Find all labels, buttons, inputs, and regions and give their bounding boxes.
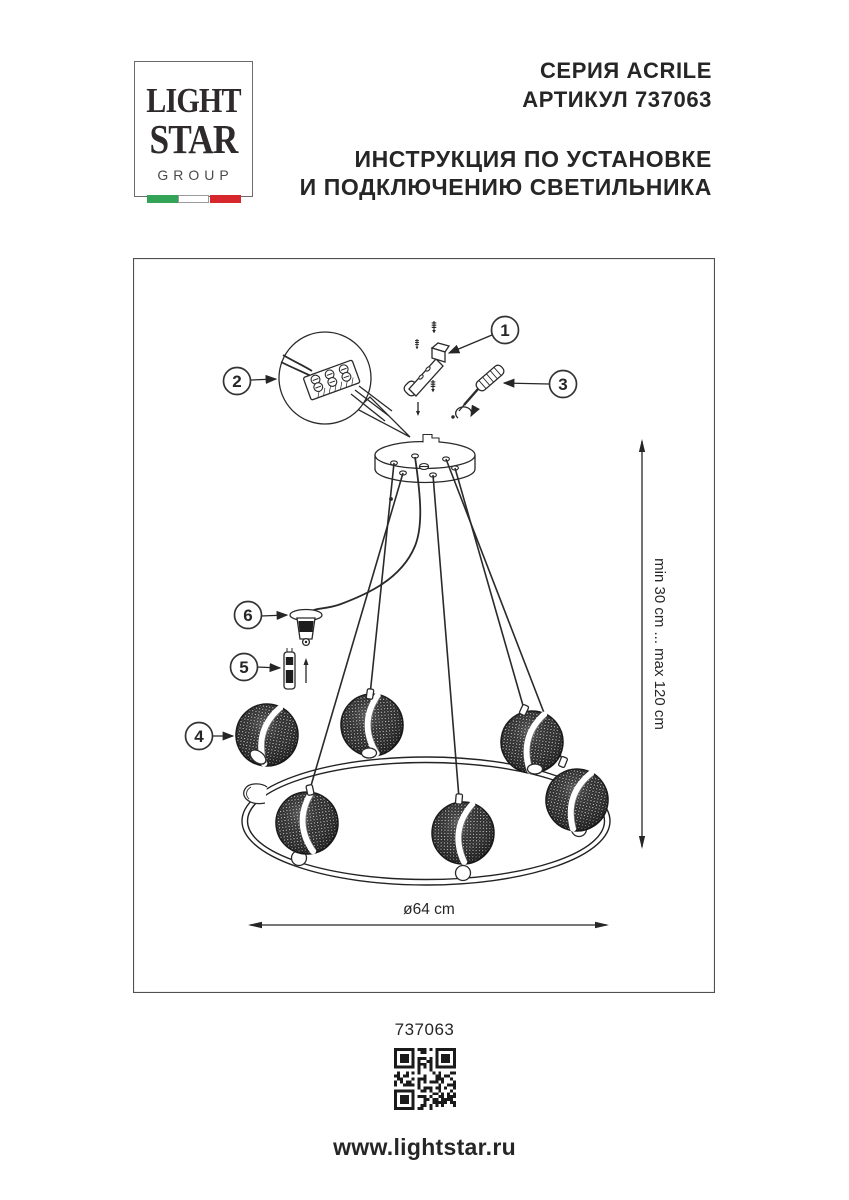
cable-fitting	[366, 689, 374, 700]
canopy-slot	[419, 464, 428, 470]
logo-word-group: GROUP	[157, 167, 234, 183]
callout-5-number: 5	[239, 658, 249, 677]
sphere-foot	[456, 866, 471, 881]
series-line: СЕРИЯ ACRILE	[539, 58, 712, 83]
callout-1-number: 1	[500, 321, 510, 340]
footer-article-number: 737063	[394, 1020, 455, 1039]
flag-green-stripe	[147, 195, 178, 203]
sphere-socket	[528, 764, 543, 774]
installation-diagram	[133, 258, 715, 993]
logo-word-light: LIGHT	[146, 81, 241, 120]
qr-code	[394, 1048, 456, 1110]
logo-word-star: STAR	[149, 116, 238, 162]
article-line: АРТИКУЛ 737063	[522, 87, 712, 112]
lamp-sphere	[431, 801, 495, 865]
header-text-block	[300, 56, 712, 201]
diagram-frame	[134, 259, 715, 993]
footer-website: www.lightstar.ru	[333, 1134, 516, 1160]
diameter-label: ø64 cm	[403, 901, 455, 918]
flag-red-stripe	[210, 195, 241, 203]
callout-6-number: 6	[243, 606, 253, 625]
height-range-label: min 30 cm ... max 120 cm	[651, 558, 668, 730]
cable-fitting	[306, 784, 314, 795]
callout-3-number: 3	[558, 375, 568, 394]
lightstar-logo	[134, 61, 253, 197]
sphere-socket	[362, 748, 377, 758]
instruction-title-line2: И ПОДКЛЮЧЕНИЮ СВЕТИЛЬНИКА	[299, 174, 712, 200]
ring-clip	[244, 784, 267, 804]
flag-white-stripe	[178, 196, 208, 203]
italian-flag-icon	[135, 190, 252, 208]
instruction-title-line1: ИНСТРУКЦИЯ ПО УСТАНОВКЕ	[354, 146, 712, 172]
callout-2-number: 2	[232, 372, 242, 391]
cable-fitting	[455, 794, 462, 805]
callout-4-number: 4	[194, 727, 204, 746]
